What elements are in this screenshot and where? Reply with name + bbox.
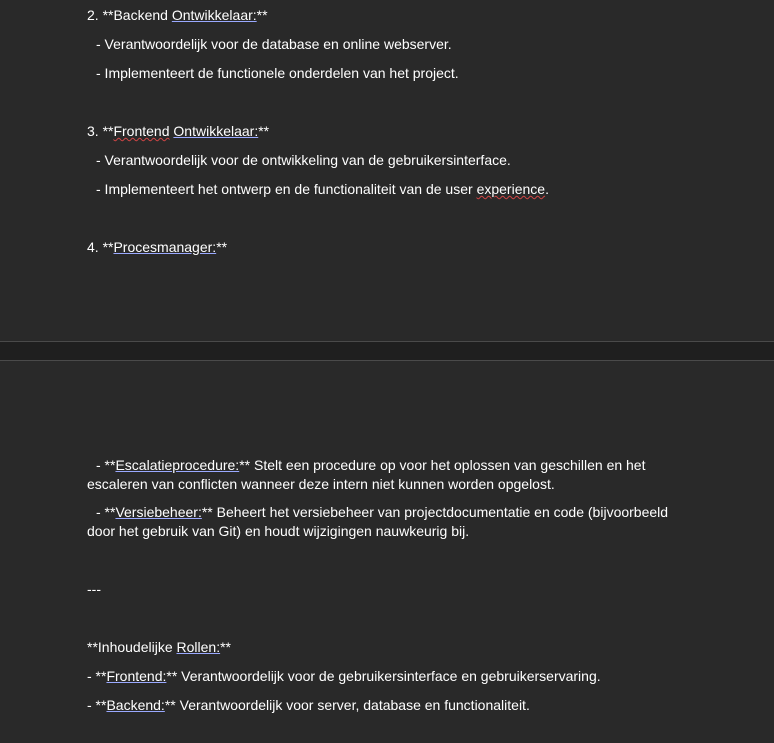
text: Beheert het versiebeheer van projectdocumentatie en code (bijvoorbeeld door het gebruik van Git) en houdt wijzigingen nauwkeurig bij. xyxy=(87,504,669,539)
text: ** xyxy=(220,639,232,655)
spellcheck-word[interactable]: Frontend xyxy=(113,123,170,139)
bullet-text: - Verantwoordelijk voor de database en online webserver. xyxy=(96,36,452,52)
hyperlink-ontwikkelaar[interactable]: Ontwikkelaar: xyxy=(173,123,259,139)
text: ** xyxy=(201,504,213,520)
text: Verantwoordelijk voor de gebruikersinterface en gebruikerservaring. xyxy=(177,668,601,684)
role-frontend xyxy=(87,667,601,686)
roles-heading xyxy=(87,638,231,657)
text: ** xyxy=(239,457,251,473)
text: 3. ** xyxy=(87,123,114,139)
text: - ** xyxy=(96,504,116,520)
text: ** xyxy=(258,123,270,139)
list-item-procesmanager xyxy=(87,238,227,257)
paragraph-escalatieprocedure xyxy=(87,456,687,494)
page-break xyxy=(0,341,774,361)
text: ** xyxy=(166,668,178,684)
text: - ** xyxy=(96,457,116,473)
hyperlink-escalatieprocedure[interactable]: Escalatieprocedure: xyxy=(115,457,240,473)
text: Verantwoordelijk voor server, database en functionaliteit. xyxy=(175,697,530,713)
list-item-frontend xyxy=(87,122,269,141)
text: 4. ** xyxy=(87,239,114,255)
role-backend xyxy=(87,696,530,715)
hyperlink-backend[interactable]: Backend: xyxy=(106,697,165,713)
hyperlink-versiebeheer[interactable]: Versiebeheer: xyxy=(115,504,202,520)
text: **Inhoudelijke xyxy=(87,639,177,655)
text: . xyxy=(545,181,549,197)
text: - ** xyxy=(87,668,107,684)
hyperlink-rollen[interactable]: Rollen: xyxy=(176,639,221,655)
text: ** xyxy=(164,697,176,713)
text: Stelt een procedure op voor het oplossen van geschillen en het escaleren van conflicten wanneer deze intern niet kunnen worden opgelost. xyxy=(87,457,646,492)
text: - ** xyxy=(87,697,107,713)
list-item-backend xyxy=(87,6,268,25)
document-page-bottom xyxy=(0,361,774,743)
bullet-text xyxy=(96,180,549,199)
bullet-text: - Verantwoordelijk voor de ontwikkeling van de gebruikersinterface. xyxy=(96,152,511,168)
text: ** xyxy=(216,239,228,255)
hyperlink-procesmanager[interactable]: Procesmanager: xyxy=(113,239,217,255)
text: - Implementeert het ontwerp en de functionaliteit van de user xyxy=(96,181,477,197)
paragraph-versiebeheer xyxy=(87,503,687,541)
hyperlink-ontwikkelaar[interactable]: Ontwikkelaar: xyxy=(171,7,257,23)
document-page-top xyxy=(0,0,774,341)
hyperlink-frontend[interactable]: Frontend: xyxy=(106,668,167,684)
spellcheck-word[interactable]: experience xyxy=(476,181,546,197)
text: 2. **Backend xyxy=(87,7,172,23)
text: ** xyxy=(256,7,268,23)
bullet-text: - Implementeert de functionele onderdelen van het project. xyxy=(96,65,459,81)
horizontal-rule-text: --- xyxy=(87,581,101,597)
